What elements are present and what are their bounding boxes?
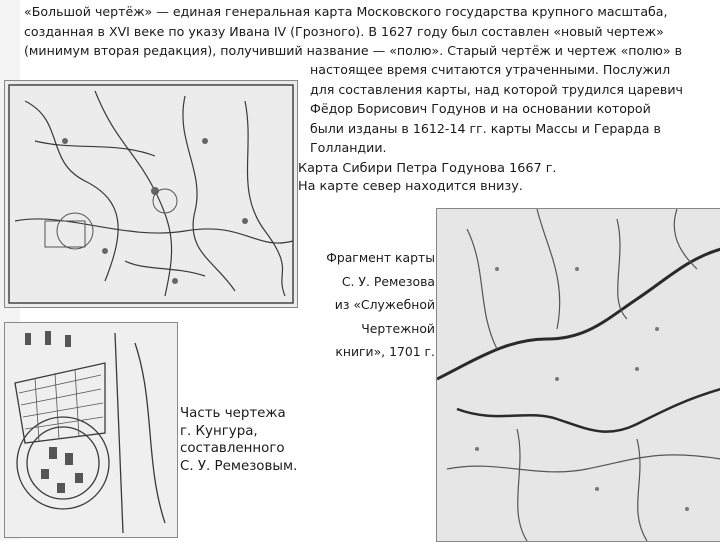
caption-godunov-map [298, 160, 598, 196]
remezov-map-fragment-image [436, 208, 720, 542]
caption-line: из «Служебной [334, 297, 435, 313]
caption-line: Чертежной [361, 320, 435, 336]
caption-line: г. Кунгура, [180, 423, 258, 439]
caption-line: составленного [180, 441, 285, 456]
caption-line: книги», 1701 г. [335, 344, 435, 360]
caption-line: С. У. Ремезова [341, 273, 435, 289]
intro-line: «Большой чертёж» — единая генеральная карта Московского государства крупного масштаба, [24, 4, 668, 19]
intro-line: настоящее время считаются утраченными. Послужил [310, 62, 671, 77]
intro-line: Голландии. [310, 140, 387, 155]
caption-line: Часть чертежа [180, 406, 286, 421]
intro-line: для составления карты, над которой трудился царевич [310, 81, 683, 97]
kungur-plan-image [4, 322, 178, 538]
intro-line: созданная в XVI веке по указу Ивана IV (Грозного). В 1627 году был составлен «новый чертеж» [24, 23, 664, 39]
caption-line: Фрагмент карты [326, 250, 435, 265]
intro-line: были изданы в 1612-14 гг. карты Массы и Герарда в [310, 120, 661, 136]
caption-kungur-plan [180, 405, 330, 475]
caption-line: На карте север находится внизу. [298, 179, 523, 194]
godunov-siberia-map-image [4, 80, 298, 308]
caption-remezov-map [305, 246, 435, 364]
intro-line: Фёдор Борисович Годунов и на основании которой [310, 101, 651, 116]
intro-line: (минимум вторая редакция), получивший название — «полю». Старый чертёж и чертеж «полю» в [24, 43, 683, 58]
caption-line: Карта Сибири Петра Годунова 1667 г. [298, 161, 557, 176]
intro-paragraph-continued [310, 60, 714, 158]
caption-line: С. У. Ремезовым. [180, 458, 298, 474]
intro-paragraph-top [24, 2, 714, 61]
